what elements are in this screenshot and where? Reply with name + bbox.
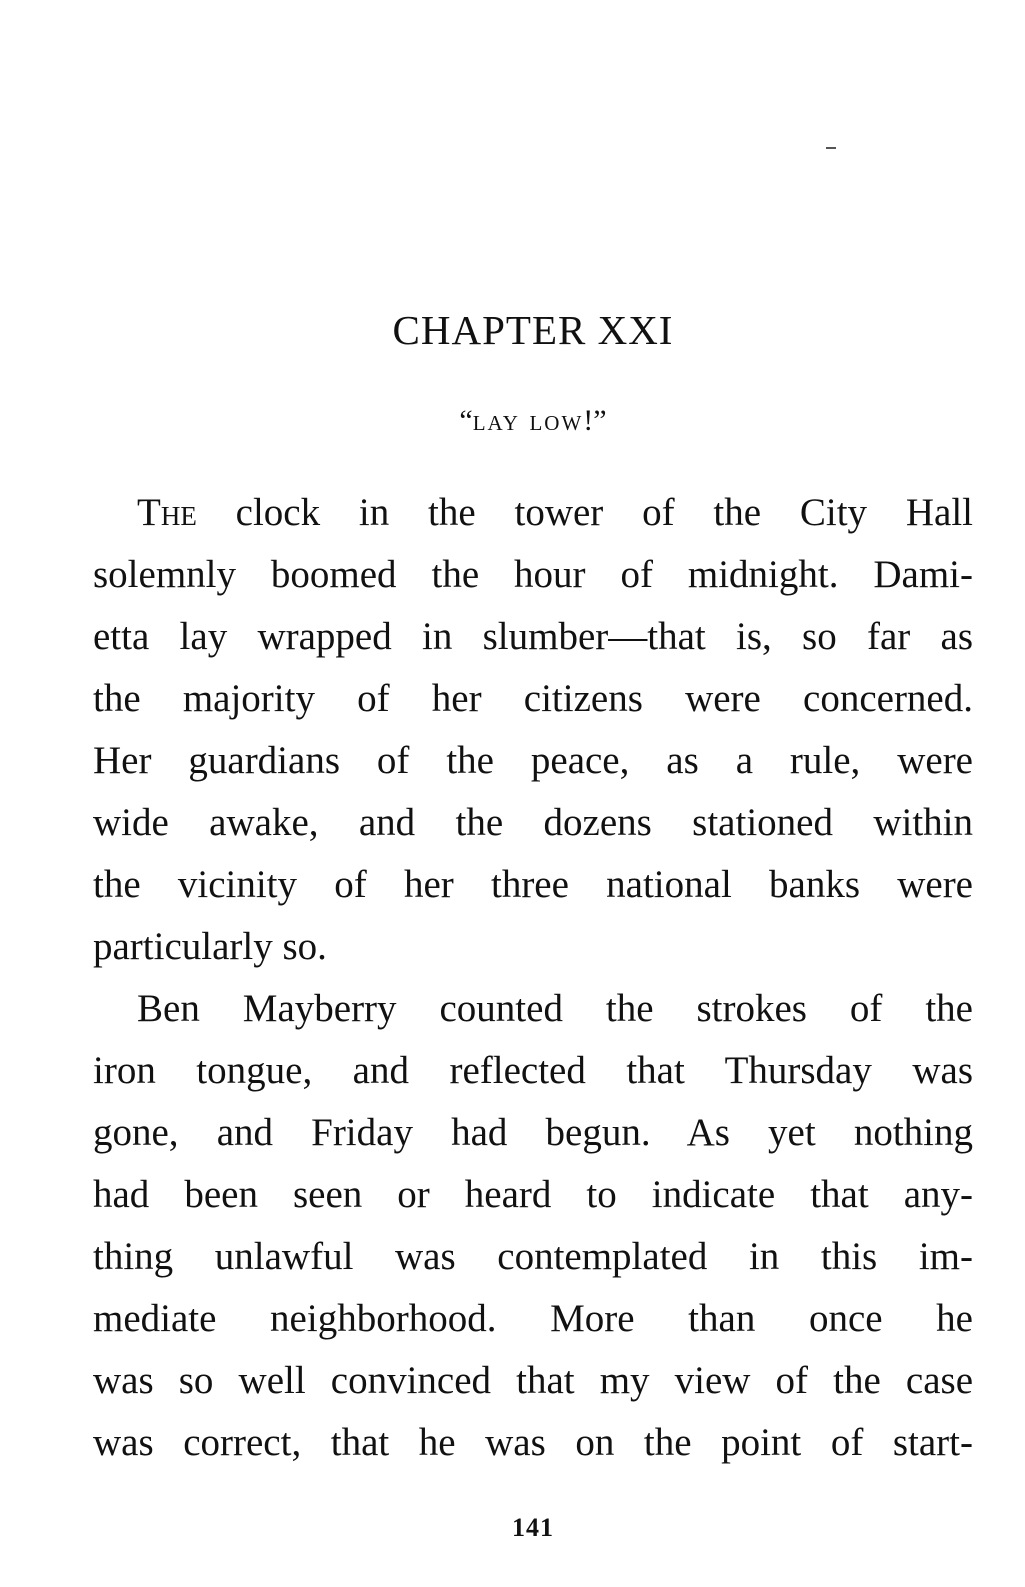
lead-word: The xyxy=(137,491,197,534)
paragraph-2 xyxy=(93,978,973,1474)
subtitle-open-quote: “ xyxy=(459,404,473,437)
line-text: clock in the tower of the City Hall xyxy=(196,491,973,534)
chapter-heading: CHAPTER XXI xyxy=(392,307,674,353)
paragraph-line: Her guardians of the peace, as a rule, were xyxy=(93,739,973,782)
paragraph-line: was so well convinced that my view of the case xyxy=(93,1359,973,1402)
paragraph-line: thing unlawful was contemplated in this im- xyxy=(93,1235,973,1278)
paragraph-line xyxy=(93,482,973,544)
paragraph-line: the majority of her citizens were concerned. xyxy=(93,677,973,720)
paragraph-line: etta lay wrapped in slumber—that is, so far as xyxy=(93,615,973,658)
paragraph-line: iron tongue, and reflected that Thursday was xyxy=(93,1049,973,1092)
paragraph-line: had been seen or heard to indicate that any- xyxy=(93,1173,973,1216)
paragraph-line: mediate neighborhood. More than once he xyxy=(93,1297,973,1340)
paragraph-line: particularly so. xyxy=(93,925,327,968)
paragraph-line: was correct, that he was on the point of start- xyxy=(93,1421,973,1464)
subtitle-close: !” xyxy=(583,404,607,437)
page-number: 141 xyxy=(512,1513,554,1542)
paragraph-line: wide awake, and the dozens stationed within xyxy=(93,801,973,844)
paragraph-1 xyxy=(93,482,973,978)
subtitle-text: lay low xyxy=(472,404,584,437)
print-speck xyxy=(826,147,836,149)
paragraph-line: the vicinity of her three national banks were xyxy=(93,863,973,906)
chapter-subtitle xyxy=(0,396,1025,446)
paragraph-line: solemnly boomed the hour of midnight. Dami- xyxy=(93,553,973,596)
paragraph-line: Ben Mayberry counted the strokes of the xyxy=(137,987,973,1030)
paragraph-line: gone, and Friday had begun. As yet nothing xyxy=(93,1111,973,1154)
